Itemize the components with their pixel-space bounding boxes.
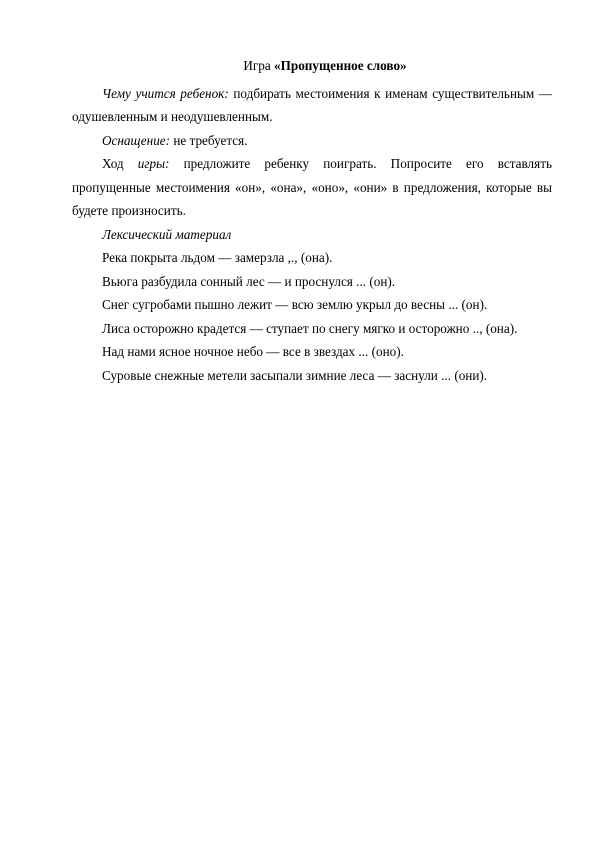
lexical-line: Суровые снежные метели засыпали зимние леса — заснули ... (они). <box>102 367 488 383</box>
goal-paragraph <box>72 82 552 129</box>
procedure-label: игры: <box>137 156 170 171</box>
document-title <box>72 54 552 78</box>
equipment-text: не требуется. <box>170 132 248 148</box>
lexical-line: Лиса осторожно крадется — ступает по снегу мягко и осторожно .., (она). <box>102 320 518 336</box>
lexical-line: Над нами ясное ночное небо — все в звездах ... (оно). <box>102 344 404 359</box>
title-name: «Пропущенное слово» <box>274 58 407 73</box>
procedure-paragraph <box>72 152 552 223</box>
document-page <box>72 54 552 387</box>
lexical-heading <box>72 223 552 247</box>
lexical-line: Снег сугробами пышно лежит — всю землю укрыл до весны ... (он). <box>102 297 488 312</box>
goal-label: Чему учится ребенок: <box>102 85 229 101</box>
lexical-line: Вьюга разбудила сонный лес — и проснулся ... (он). <box>102 273 396 289</box>
equipment-paragraph <box>72 129 552 153</box>
procedure-text: предложите ребенку поиграть. Попросите его вставлять пропущенные местоимения «он», «она», «оно», «они» в предложения, которые вы будете произносить. <box>72 156 552 218</box>
lexical-heading-text: Лексический материал <box>102 226 232 242</box>
goal-text: подбирать местоимения к именам существительным — одушевленным и неодушевленным. <box>72 85 552 124</box>
equipment-label: Оснащение: <box>102 132 171 148</box>
procedure-prefix: Ход <box>102 156 138 171</box>
title-prefix: Игра <box>243 58 275 73</box>
lexical-line: Река покрыта льдом — замерзла ,., (она). <box>102 250 333 265</box>
